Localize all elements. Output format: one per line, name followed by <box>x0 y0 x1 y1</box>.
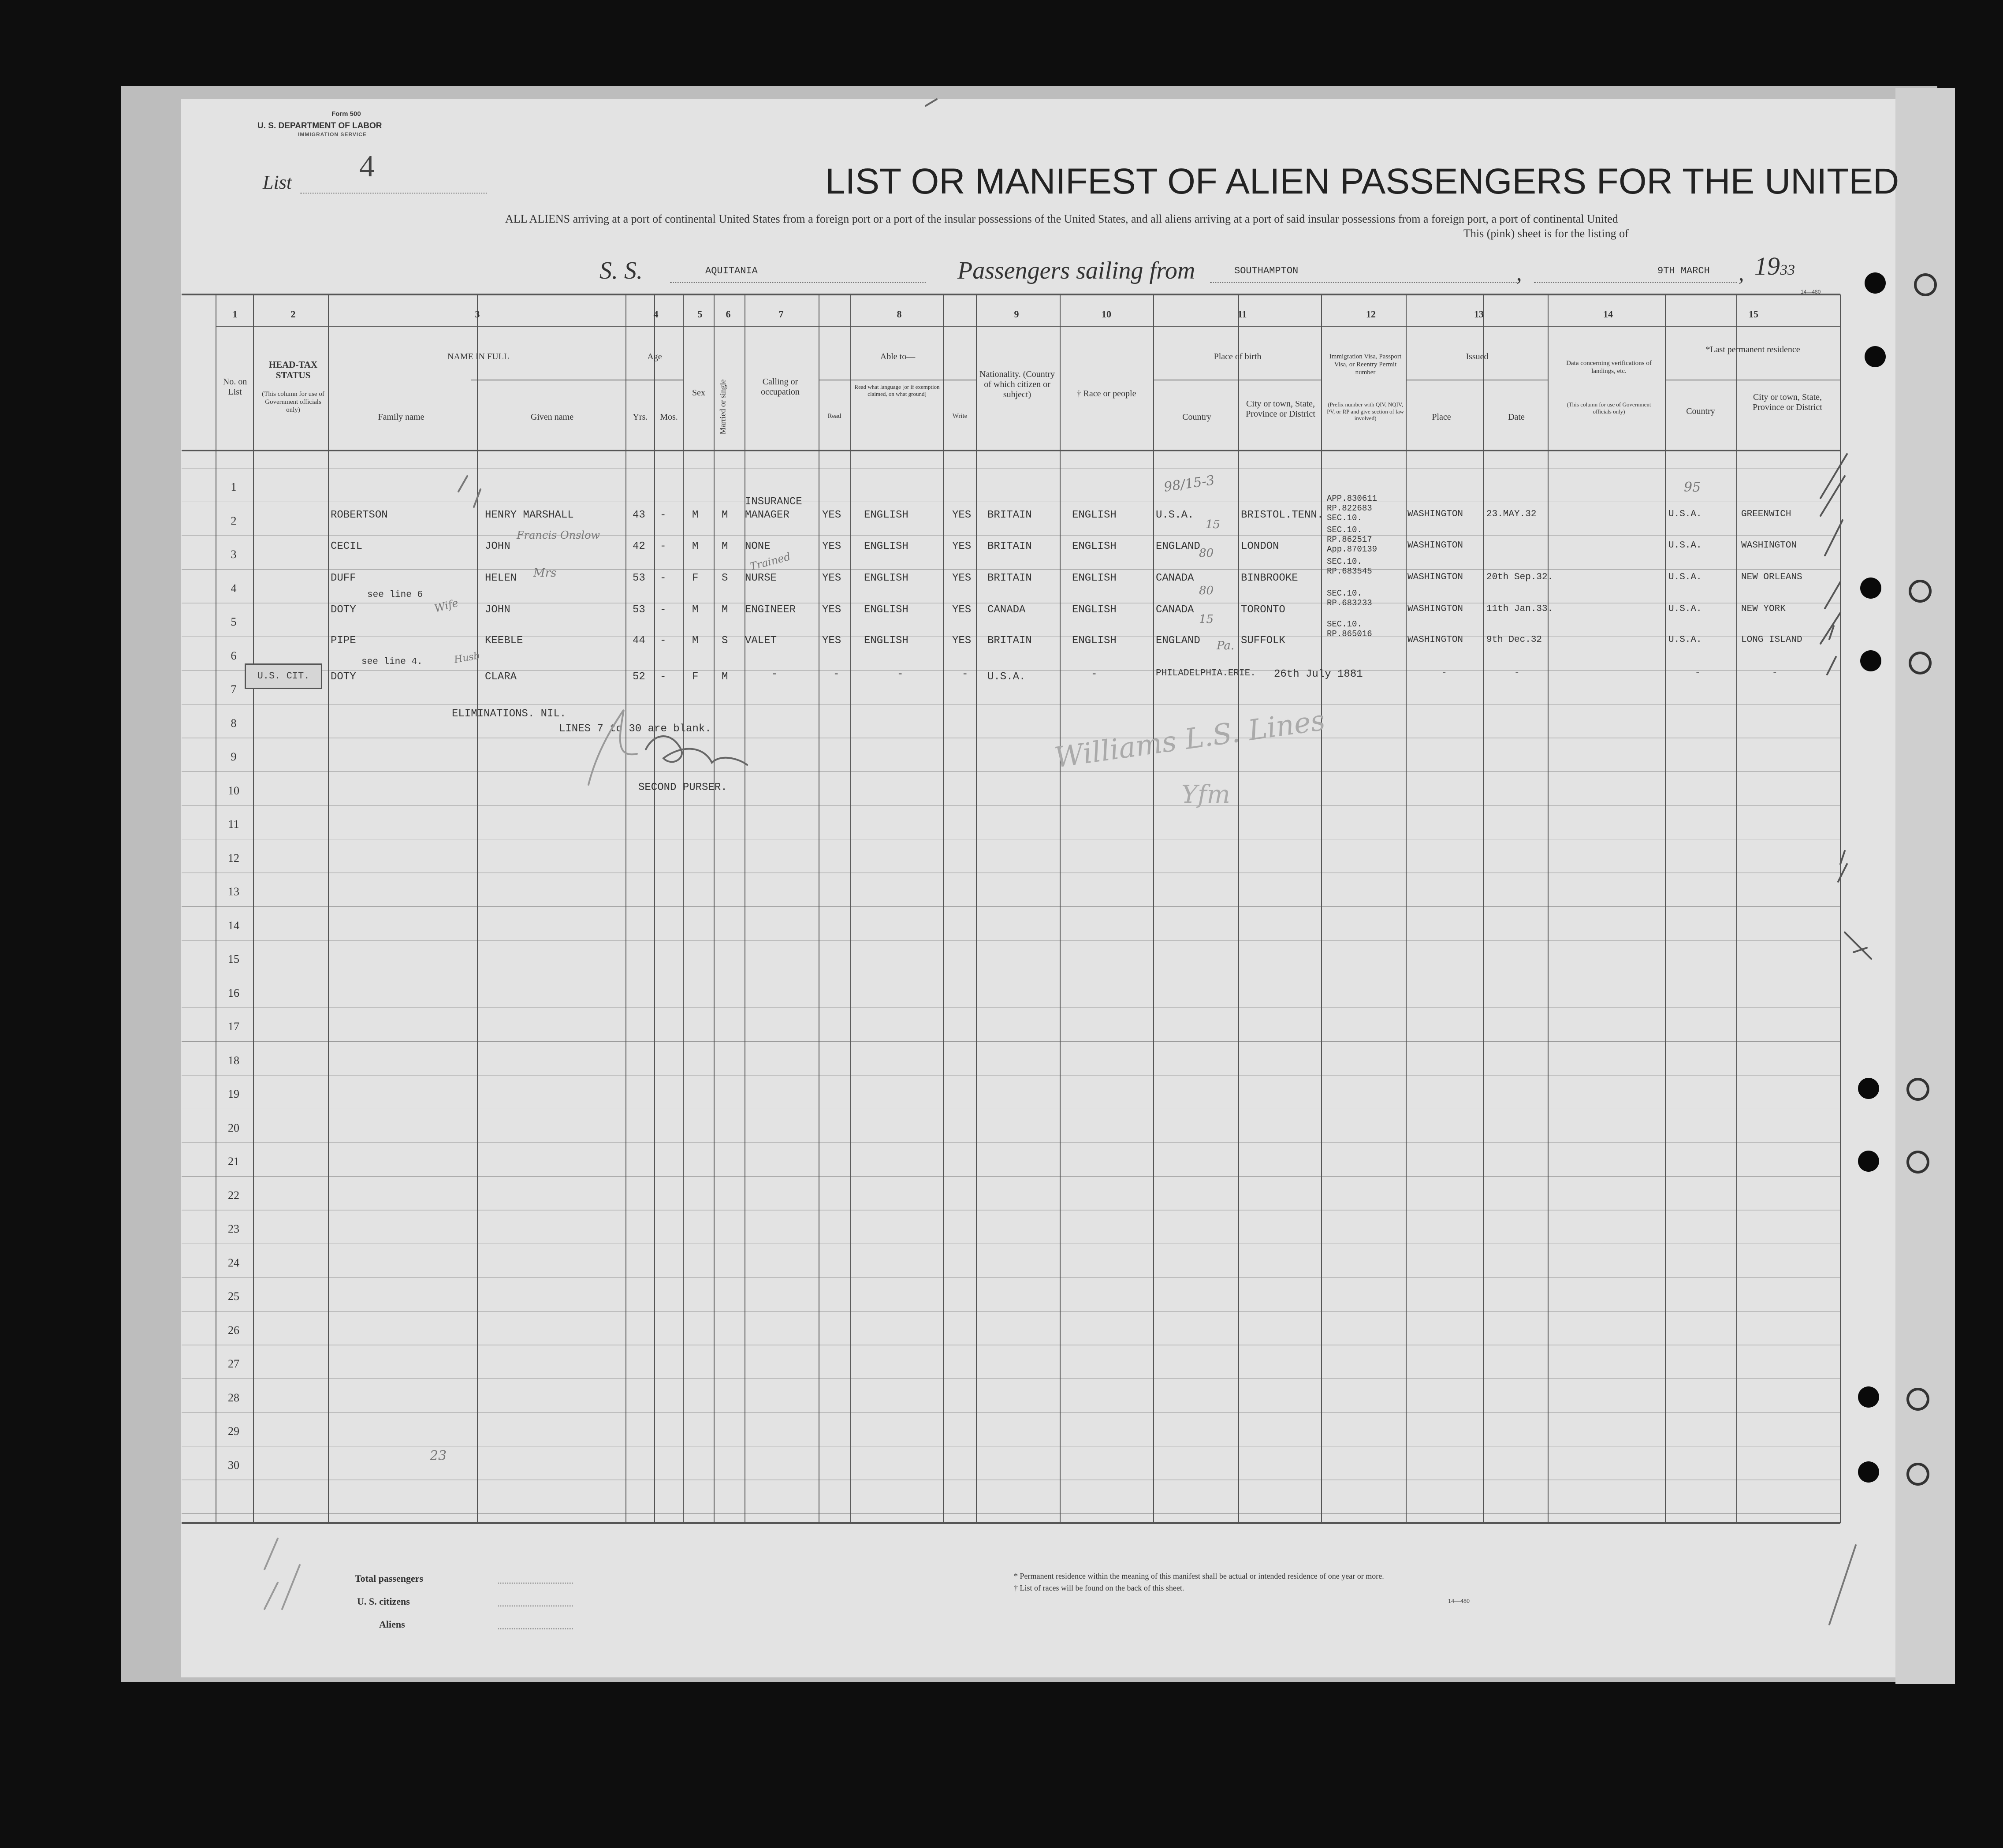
row-4-birth-city: TORONTO <box>1241 604 1285 616</box>
row-4-issued-place: WASHINGTON <box>1407 604 1463 614</box>
row-6-marital-status: M <box>722 671 728 683</box>
punch-ring <box>1914 273 1937 296</box>
row-2-visa-3: App.870139 <box>1327 544 1378 554</box>
form-number: Form 500 <box>331 110 361 118</box>
header-married-single: Married or single <box>718 379 727 435</box>
row-2-age-years: 42 <box>633 540 645 552</box>
row-2-can-read: YES <box>822 540 841 552</box>
row-number: 19 <box>228 1088 239 1100</box>
row-6-family-name: DOTY <box>331 671 356 683</box>
row-2-family-name: CECIL <box>331 540 363 552</box>
form-code-top: 14—480 <box>1801 289 1821 295</box>
row-6-can-write: - <box>962 668 968 680</box>
row-5-family-name: PIPE <box>331 635 356 647</box>
row-3-issued-date: 20th Sep.32. <box>1486 572 1553 582</box>
row-3-birth-city: BINBROOKE <box>1241 572 1298 584</box>
header-head-tax-note: (This column for use of Government officials only) <box>262 391 324 414</box>
handwritten-birth-note-3: 80 <box>1199 584 1214 597</box>
row-1-visa-2: RP.822683 <box>1327 503 1372 513</box>
aliens-label: Aliens <box>379 1619 405 1630</box>
lines-blank-note: LINES 7 to 30 are blank. <box>559 723 711 735</box>
row-2-read-language: ENGLISH <box>864 540 908 552</box>
footnote-code: 14—480 <box>1448 1598 1470 1605</box>
header-write: Write <box>952 413 968 420</box>
row-5-nationality: BRITAIN <box>987 635 1032 647</box>
row-5-residence-city: LONG ISLAND <box>1741 635 1802 645</box>
punch-hole <box>1865 346 1886 367</box>
row-4-can-write: YES <box>952 604 972 616</box>
header-issued: Issued <box>1466 352 1489 361</box>
header-race: † Race or people <box>1076 389 1136 399</box>
handwritten-given-name-2: Francis Onslow <box>517 529 600 541</box>
row-1-can-write: YES <box>952 509 972 521</box>
handwritten-occupation-3: Trained <box>748 550 792 573</box>
row-2-occupation: NONE <box>745 540 771 552</box>
row-3-can-write: YES <box>952 572 972 584</box>
header-issued-place: Place <box>1432 412 1451 422</box>
list-label: List <box>263 171 292 193</box>
row-4-visa-2: RP.683233 <box>1327 598 1372 608</box>
header-age: Age <box>647 352 662 361</box>
punch-hole <box>1858 1386 1879 1408</box>
row-6-issued-place: - <box>1441 668 1447 678</box>
list-number: 4 <box>359 149 375 183</box>
row-number: 28 <box>228 1391 239 1404</box>
row-5-sex: M <box>692 635 699 647</box>
row-number: 30 <box>228 1458 239 1472</box>
col-number-1: 1 <box>232 309 238 320</box>
col-number-14: 14 <box>1603 309 1613 320</box>
row-3-age-years: 53 <box>633 572 645 584</box>
row-number: 4 <box>231 581 237 595</box>
row-4-marital-status: M <box>722 604 728 616</box>
header-sex: Sex <box>692 388 705 398</box>
row-5-issued-place: WASHINGTON <box>1407 635 1463 645</box>
handwritten-wife-mark: Wife <box>433 596 460 615</box>
row-5-age-months: - <box>660 635 666 647</box>
row-4-birth-country: CANADA <box>1156 604 1194 616</box>
row-number: 7 <box>231 683 237 696</box>
row-2-can-write: YES <box>952 540 972 552</box>
header-last-residence: *Last permanent residence <box>1705 345 1800 354</box>
row-1-residence-city: GREENWICH <box>1741 509 1791 519</box>
col-number-10: 10 <box>1102 309 1111 320</box>
row-2-birth-city: LONDON <box>1241 540 1279 552</box>
col-number-6: 6 <box>726 309 731 320</box>
row-1-visa-1: APP.830611 <box>1327 494 1378 503</box>
header-calling: Calling or occupation <box>761 377 800 397</box>
ship-label: S. S. <box>599 257 643 284</box>
row-number: 20 <box>228 1121 239 1134</box>
header-place-of-birth: Place of birth <box>1214 352 1262 361</box>
row-3-nationality: BRITAIN <box>987 572 1032 584</box>
row-6-sex: F <box>692 671 699 683</box>
row-6-age-months: - <box>660 671 666 683</box>
row-4-given-name: JOHN <box>485 604 510 616</box>
row-1-residence-country: U.S.A. <box>1668 509 1702 519</box>
row-4-issued-date: 11th Jan.33. <box>1486 604 1553 614</box>
header-family-name: Family name <box>378 412 424 422</box>
row-number: 1 <box>231 481 237 493</box>
row-4-nationality: CANADA <box>987 604 1026 616</box>
row-number: 2 <box>231 514 237 527</box>
row-3-issued-place: WASHINGTON <box>1407 572 1463 582</box>
row-3-visa-2: RP.683545 <box>1327 566 1372 576</box>
note-see-line-4: see line 4. <box>361 657 423 667</box>
handwritten-husband-mark: Husb <box>453 650 481 666</box>
col-number-15: 15 <box>1749 309 1758 320</box>
row-1-visa-3: SEC.10. <box>1327 513 1362 523</box>
row-4-occupation: ENGINEER <box>745 604 796 616</box>
row-1-occupation: INSURANCE <box>745 496 802 508</box>
handwritten-birth-mark: 98/15-3 <box>1163 473 1216 495</box>
row-number: 22 <box>228 1189 239 1202</box>
header-birth-city: City or town, State, Province or District <box>1246 399 1315 419</box>
row-1-occupation-line-2: MANAGER <box>745 509 789 521</box>
aliens-line <box>498 1628 573 1629</box>
header-visa-note: (Prefix number with QIV, NQIV, PV, or RP and give section of law involved) <box>1327 401 1404 422</box>
row-number: 14 <box>228 919 239 932</box>
handwritten-residence-mark: 95 <box>1684 480 1701 495</box>
handwritten-given-name-3: Mrs <box>533 566 557 580</box>
row-1-read-language: ENGLISH <box>864 509 908 521</box>
row-3-residence-city: NEW ORLEANS <box>1741 572 1802 582</box>
col-number-11: 11 <box>1237 309 1247 320</box>
row-number: 10 <box>228 784 239 797</box>
handwritten-pa-mark: Pa. <box>1217 639 1235 652</box>
row-6-given-name: CLARA <box>485 671 517 683</box>
row-2-sex: M <box>692 540 699 552</box>
second-purser-label: SECOND PURSER. <box>638 782 727 794</box>
row-3-age-months: - <box>660 572 666 584</box>
row-number: 8 <box>231 716 237 730</box>
row-5-visa-2: RP.865016 <box>1327 629 1372 639</box>
row-number: 23 <box>228 1222 239 1235</box>
row-3-residence-country: U.S.A. <box>1668 572 1702 582</box>
row-6-nationality: U.S.A. <box>987 671 1026 683</box>
row-1-sex: M <box>692 509 699 521</box>
row-5-age-years: 44 <box>633 635 645 647</box>
header-name-in-full: NAME IN FULL <box>447 352 509 361</box>
row-number: 15 <box>228 953 239 965</box>
row-3-race: ENGLISH <box>1072 572 1117 584</box>
row-5-visa-1: SEC.10. <box>1327 619 1362 629</box>
row-1-issued-date: 23.MAY.32 <box>1486 509 1537 519</box>
row-number: 24 <box>228 1256 239 1269</box>
sailing-year: 1933 <box>1754 252 1795 280</box>
row-3-can-read: YES <box>822 572 841 584</box>
row-6-can-read: - <box>833 668 840 680</box>
ship-name: AQUITANIA <box>705 265 758 276</box>
row-2-visa-2: RP.862517 <box>1327 535 1372 544</box>
header-age-yrs: Yrs. <box>633 412 648 422</box>
row-1-birth-country: U.S.A. <box>1156 509 1194 521</box>
header-issued-date: Date <box>1508 412 1525 422</box>
departure-port: SOUTHAMPTON <box>1234 265 1299 276</box>
row-number: 25 <box>228 1290 239 1303</box>
row-5-birth-city: SUFFOLK <box>1241 635 1285 647</box>
row-2-residence-city: WASHINGTON <box>1741 540 1797 551</box>
header-read: Read <box>827 413 841 420</box>
punch-hole <box>1860 578 1881 599</box>
row-6-birth-city: 26th July 1881 <box>1274 668 1363 680</box>
row-number: 12 <box>228 851 239 864</box>
row-4-can-read: YES <box>822 604 841 616</box>
col-number-13: 13 <box>1474 309 1484 320</box>
row-1-given-name: HENRY MARSHALL <box>485 509 574 521</box>
header-age-mos: Mos. <box>660 412 678 422</box>
row-5-can-write: YES <box>952 635 972 647</box>
punch-hole <box>1858 1461 1879 1483</box>
row-1-birth-city: BRISTOL.TENN. <box>1241 509 1324 521</box>
punch-ring <box>1909 652 1932 674</box>
row-6-age-years: 52 <box>633 671 645 683</box>
row-4-race: ENGLISH <box>1072 604 1117 616</box>
row-2-age-months: - <box>660 540 666 552</box>
handwritten-faint-signature: Williams L.S. Lines <box>1052 704 1327 775</box>
row-1-nationality: BRITAIN <box>987 509 1032 521</box>
note-see-line-6: see line 6 <box>367 590 423 600</box>
header-res-city: City or town, State, Province or District <box>1753 392 1822 412</box>
row-1-marital-status: M <box>722 509 728 521</box>
row-4-residence-city: NEW YORK <box>1741 604 1786 614</box>
row-2-given-name: JOHN <box>485 540 510 552</box>
row-3-marital-status: S <box>722 572 728 584</box>
footnote-residence: * Permanent residence within the meaning of this manifest shall be actual or intended residence of one year or more. <box>1014 1572 1384 1580</box>
row-1-age-years: 43 <box>633 509 645 521</box>
handwritten-birth-note-1: 15 <box>1206 518 1221 531</box>
col-number-5: 5 <box>697 309 703 320</box>
punch-ring <box>1906 1463 1929 1486</box>
row-5-marital-status: S <box>722 635 728 647</box>
header-able-to: Able to— <box>880 352 916 361</box>
row-2-marital-status: M <box>722 540 728 552</box>
punch-hole <box>1865 272 1886 294</box>
handwritten-margin-number: 23 <box>430 1448 447 1464</box>
row-number: 13 <box>228 885 239 898</box>
col-number-3: 3 <box>475 309 480 320</box>
header-given-name: Given name <box>530 412 574 422</box>
row-number: 21 <box>228 1155 239 1168</box>
footnote-races: † List of races will be found on the back of this sheet. <box>1014 1583 1184 1592</box>
row-5-birth-country: ENGLAND <box>1156 635 1200 647</box>
eliminations-note: ELIMINATIONS. NIL. <box>452 708 566 720</box>
total-passengers-label: Total passengers <box>355 1573 424 1584</box>
row-2-birth-country: ENGLAND <box>1156 540 1200 552</box>
header-birth-country: Country <box>1182 412 1211 422</box>
row-5-residence-country: U.S.A. <box>1668 635 1702 645</box>
row-number: 11 <box>228 818 239 831</box>
row-3-sex: F <box>692 572 699 584</box>
row-5-race: ENGLISH <box>1072 635 1117 647</box>
us-citizens-label: U. S. citizens <box>357 1596 410 1607</box>
punch-ring <box>1906 1078 1929 1101</box>
row-1-age-months: - <box>660 509 666 521</box>
row-5-occupation: VALET <box>745 635 777 647</box>
header-res-country: Country <box>1686 406 1715 416</box>
department-name: U. S. DEPARTMENT OF LABOR <box>257 121 382 130</box>
col-number-2: 2 <box>290 309 296 320</box>
punch-hole <box>1858 1078 1879 1099</box>
row-2-residence-country: U.S.A. <box>1668 540 1702 551</box>
row-1-family-name: ROBERTSON <box>331 509 388 521</box>
row-4-age-years: 53 <box>633 604 645 616</box>
header-no-on-list: No. on List <box>223 377 247 397</box>
col-number-8: 8 <box>897 309 902 320</box>
comma-separator: , <box>1516 261 1522 285</box>
row-2-nationality: BRITAIN <box>987 540 1032 552</box>
row-number: 17 <box>228 1020 239 1033</box>
row-4-read-language: ENGLISH <box>864 604 908 616</box>
punch-hole <box>1858 1151 1879 1172</box>
row-2-race: ENGLISH <box>1072 540 1117 552</box>
header-read-language: Read what language [or if exemption claimed, on what ground] <box>854 384 940 397</box>
row-number: 18 <box>228 1054 239 1067</box>
punch-ring <box>1906 1388 1929 1411</box>
row-number: 16 <box>228 986 239 999</box>
row-4-sex: M <box>692 604 699 616</box>
sailing-label: Passengers sailing from <box>957 257 1195 284</box>
row-6-residence-country: - <box>1695 668 1701 678</box>
handwritten-birth-note-4: 15 <box>1199 613 1214 626</box>
row-1-race: ENGLISH <box>1072 509 1117 521</box>
header-head-tax: HEAD-TAX STATUS <box>268 359 318 381</box>
sailing-date: 9TH MARCH <box>1657 265 1710 276</box>
punch-ring <box>1906 1151 1929 1174</box>
row-5-given-name: KEEBLE <box>485 635 523 647</box>
subtitle-line-1: ALL ALIENS arriving at a port of continental United States from a foreign port or a port of the insular possessions of the United States, and all aliens arriving at a port of said insular possessions from a foreign port, a port of continental United <box>505 212 1618 225</box>
row-1-can-read: YES <box>822 509 841 521</box>
us-citizen-stamp: U.S. CIT. <box>245 663 322 689</box>
row-6-issued-date: - <box>1514 668 1520 678</box>
row-number: 3 <box>231 548 237 561</box>
row-2-issued-place: WASHINGTON <box>1407 540 1463 551</box>
row-5-read-language: ENGLISH <box>864 635 908 647</box>
row-3-family-name: DUFF <box>331 572 356 584</box>
row-number: 6 <box>231 649 237 662</box>
row-6-occupation: - <box>771 668 778 680</box>
row-4-visa-1: SEC.10. <box>1327 589 1362 598</box>
service-name: IMMIGRATION SERVICE <box>298 131 367 138</box>
row-3-visa-1: SEC.10. <box>1327 557 1362 566</box>
row-6-read-language: - <box>897 668 904 680</box>
col-number-4: 4 <box>653 309 659 320</box>
handwritten-birth-note-2: 80 <box>1199 547 1214 560</box>
row-number: 5 <box>231 615 237 628</box>
comma-separator-2: , <box>1739 261 1744 285</box>
row-number: 27 <box>228 1357 239 1370</box>
header-verification-note: (This column for use of Government officials only) <box>1567 401 1651 415</box>
row-3-occupation: NURSE <box>745 572 777 584</box>
row-5-issued-date: 9th Dec.32 <box>1486 635 1542 645</box>
row-4-age-months: - <box>660 604 666 616</box>
handwritten-faint-initials: Yfm <box>1181 780 1230 809</box>
row-3-birth-country: CANADA <box>1156 572 1194 584</box>
subtitle-line-2: This (pink) sheet is for the listing of <box>1463 227 1629 240</box>
punch-hole <box>1860 650 1881 671</box>
row-6-residence-city: - <box>1772 668 1778 678</box>
punch-ring <box>1909 580 1932 603</box>
row-4-family-name: DOTY <box>331 604 356 616</box>
col-number-12: 12 <box>1366 309 1376 320</box>
row-2-visa-1: SEC.10. <box>1327 525 1362 535</box>
header-nationality: Nationality. (Country of which citizen or subject) <box>979 369 1055 399</box>
row-number: 26 <box>228 1323 239 1337</box>
row-5-can-read: YES <box>822 635 841 647</box>
row-3-read-language: ENGLISH <box>864 572 908 584</box>
row-6-race: - <box>1091 668 1098 680</box>
row-number: 9 <box>231 750 237 763</box>
page-title: LIST OR MANIFEST OF ALIEN PASSENGERS FOR THE UNITED <box>825 161 1899 201</box>
header-verification: Data concerning verifications of landings, etc. <box>1566 360 1652 375</box>
row-6-birth-country: PHILADELPHIA.ERIE. <box>1156 668 1256 678</box>
header-visa: Immigration Visa, Passport Visa, or Reentry Permit number <box>1329 353 1402 376</box>
col-number-7: 7 <box>778 309 784 320</box>
row-1-issued-place: WASHINGTON <box>1407 509 1463 519</box>
row-3-given-name: HELEN <box>485 572 517 584</box>
row-number: 29 <box>228 1425 239 1438</box>
col-number-9: 9 <box>1014 309 1019 320</box>
row-4-residence-country: U.S.A. <box>1668 604 1702 614</box>
